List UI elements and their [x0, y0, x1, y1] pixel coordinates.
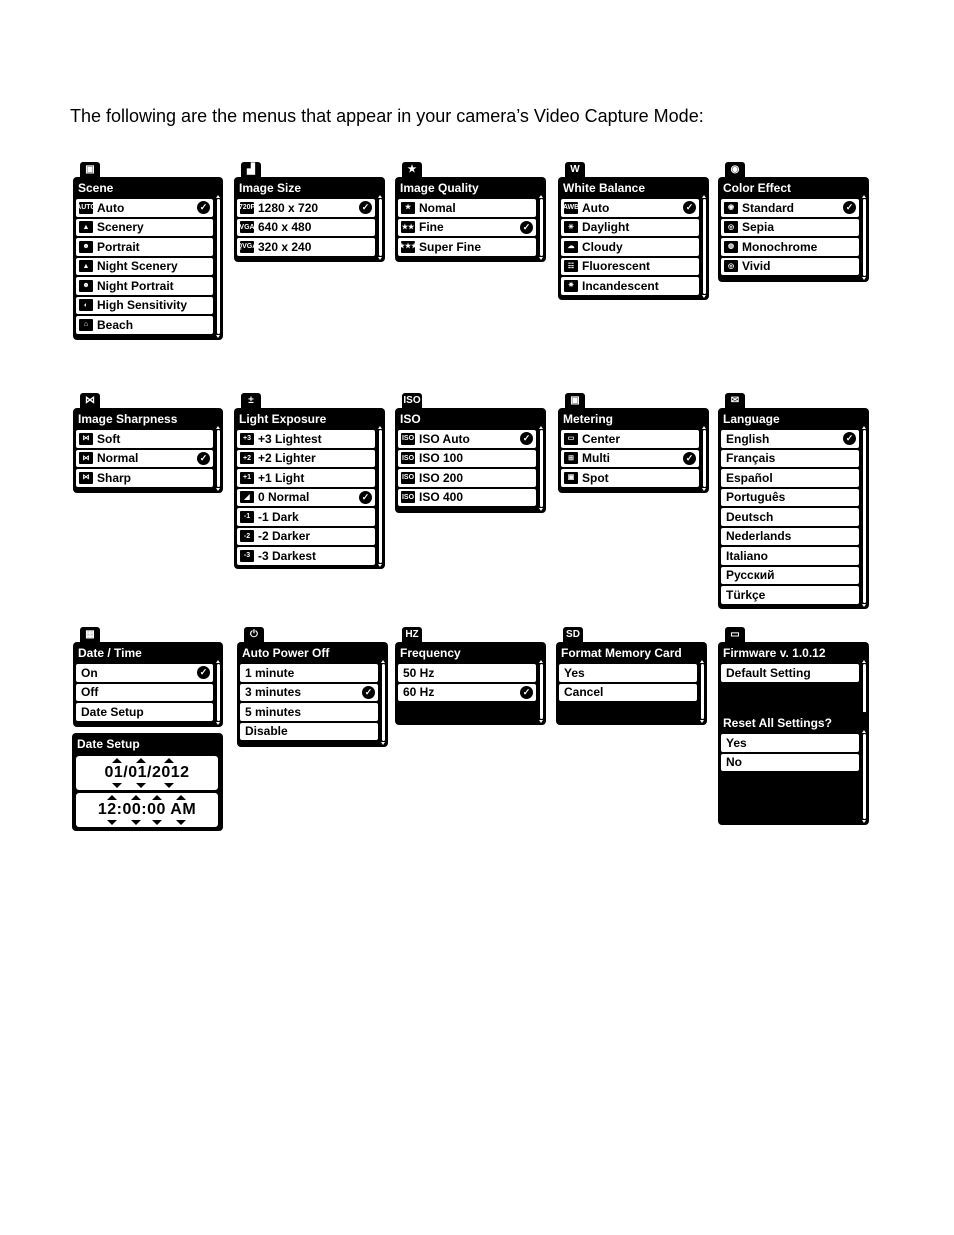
check-icon: ✓	[520, 221, 533, 234]
option-label: Yes	[726, 735, 747, 750]
menu-title: Format Memory Card	[561, 646, 682, 660]
menu-item[interactable]	[398, 450, 536, 468]
menu-item[interactable]	[76, 258, 213, 276]
option-label: 50 Hz	[403, 665, 435, 680]
menu-items	[76, 199, 213, 336]
menu-item[interactable]	[561, 258, 699, 276]
menu-color-effect	[718, 162, 869, 282]
menu-item[interactable]	[721, 258, 859, 276]
option-icon: ★	[401, 202, 415, 214]
menu-item[interactable]	[76, 297, 213, 315]
option-label: Nederlands	[726, 529, 792, 544]
light-exposure-tab-icon[interactable]: ±	[241, 393, 261, 409]
color-effect-tab-icon[interactable]: ◉	[725, 162, 745, 178]
option-label: Nomal	[419, 200, 456, 215]
option-label: Spot	[582, 470, 609, 485]
option-icon: ◍	[724, 241, 738, 253]
scrollbar[interactable]	[382, 664, 385, 741]
menu-items	[398, 664, 536, 703]
menu-item[interactable]	[398, 199, 536, 217]
option-icon: ⊞	[564, 452, 578, 464]
format-memory-card-tab-icon[interactable]: SD	[563, 627, 583, 643]
option-icon: ⋈	[79, 452, 93, 464]
up-arrow-icon[interactable]	[176, 795, 186, 800]
option-icon: ◎	[724, 260, 738, 272]
option-icon: ◐	[79, 299, 93, 311]
option-label: ISO 100	[419, 451, 464, 466]
option-label: Night Portrait	[97, 278, 174, 293]
menu-item[interactable]	[561, 277, 699, 295]
menu-items	[721, 430, 859, 606]
scrollbar[interactable]	[703, 199, 706, 294]
option-icon: AWB	[564, 202, 578, 214]
menu-item[interactable]	[721, 734, 859, 752]
image-size-tab-icon[interactable]: ▟	[241, 162, 261, 178]
menu-item[interactable]	[76, 199, 213, 217]
option-icon: ◢	[240, 491, 254, 503]
menu-image-quality	[395, 162, 546, 262]
option-label: English	[726, 431, 770, 446]
option-label: Monochrome	[742, 239, 818, 254]
menu-frame	[558, 408, 709, 493]
menu-item[interactable]	[240, 664, 378, 682]
menu-item[interactable]	[398, 238, 536, 256]
menu-item[interactable]	[398, 430, 536, 448]
option-label: Scenery	[97, 220, 144, 235]
menu-item[interactable]	[721, 586, 859, 604]
option-icon: ★★	[401, 221, 415, 233]
option-icon: ◉	[724, 202, 738, 214]
date-time-tab-icon[interactable]: ▦	[80, 627, 100, 643]
up-arrow-icon[interactable]	[164, 758, 174, 763]
option-label: Night Scenery	[97, 259, 178, 274]
option-label: Incandescent	[582, 278, 659, 293]
option-icon: QVGA	[240, 241, 254, 253]
check-icon: ✓	[359, 201, 372, 214]
menu-item[interactable]	[76, 219, 213, 237]
down-arrow-icon[interactable]	[176, 820, 186, 825]
menu-item[interactable]	[76, 316, 213, 334]
menu-item[interactable]	[721, 450, 859, 468]
menu-items	[559, 664, 697, 703]
menu-item[interactable]	[721, 489, 859, 507]
check-icon: ✓	[197, 666, 210, 679]
menu-frequency	[395, 627, 546, 725]
menu-items	[237, 430, 375, 567]
scrollbar[interactable]	[540, 430, 543, 507]
time-up-arrows[interactable]	[76, 795, 218, 801]
date-setup-title: Date Setup	[77, 737, 140, 751]
menu-items	[721, 199, 859, 277]
menu-frame	[73, 177, 223, 340]
option-label: Sharp	[97, 470, 132, 485]
option-label: Türkçe	[726, 587, 766, 602]
menu-frame	[718, 408, 869, 609]
scene-tab-icon[interactable]: ▣	[80, 162, 100, 178]
option-label: Sepia	[742, 220, 775, 235]
menu-title: ISO	[400, 412, 421, 426]
up-arrow-icon[interactable]	[136, 758, 146, 763]
check-icon: ✓	[520, 432, 533, 445]
menu-item[interactable]	[561, 430, 699, 448]
firmware-tab-icon[interactable]: ▭	[725, 627, 745, 643]
menu-image-sharpness	[73, 393, 223, 493]
option-label: Center	[582, 431, 621, 446]
down-arrow-icon[interactable]	[131, 820, 141, 825]
menu-item[interactable]	[721, 219, 859, 237]
menu-frame	[395, 408, 546, 513]
menu-item[interactable]	[721, 528, 859, 546]
down-arrow-icon[interactable]	[152, 820, 162, 825]
menu-item[interactable]	[561, 469, 699, 487]
menu-frame	[718, 642, 869, 721]
option-label: Cloudy	[582, 239, 623, 254]
up-arrow-icon[interactable]	[112, 758, 122, 763]
menu-title: Metering	[563, 412, 614, 426]
option-label: Multi	[582, 451, 610, 466]
option-icon: ☻	[79, 280, 93, 292]
menu-title: Color Effect	[723, 181, 792, 195]
option-icon: ◎	[724, 221, 738, 233]
menu-frame	[234, 408, 385, 569]
menu-item[interactable]	[721, 508, 859, 526]
option-label: 640 x 480	[258, 220, 312, 235]
option-label: +1 Light	[258, 470, 305, 485]
menu-title: Scene	[78, 181, 114, 195]
menu-title: Language	[723, 412, 780, 426]
menu-items	[721, 664, 859, 684]
option-label: ISO 400	[419, 490, 464, 505]
option-icon: VGA	[240, 221, 254, 233]
menu-date-time	[73, 627, 223, 727]
check-icon: ✓	[843, 201, 856, 214]
time-value: 12:00:00 AM	[97, 801, 197, 818]
scrollbar[interactable]	[540, 664, 543, 719]
check-icon: ✓	[359, 491, 372, 504]
menu-auto-power-off	[237, 627, 388, 747]
option-icon: ▲	[79, 260, 93, 272]
menu-item[interactable]	[721, 469, 859, 487]
menu-frame	[237, 642, 388, 747]
option-icon: ★★★	[401, 241, 415, 253]
check-icon: ✓	[197, 452, 210, 465]
menu-item[interactable]	[237, 508, 375, 526]
time-down-arrows[interactable]	[76, 819, 218, 825]
option-label: Portrait	[97, 239, 140, 254]
menu-item[interactable]	[721, 238, 859, 256]
option-label: Fine	[419, 220, 444, 235]
menu-scene	[73, 162, 223, 340]
menu-reset-all	[718, 712, 869, 825]
menu-item[interactable]	[76, 430, 213, 448]
down-arrow-icon[interactable]	[164, 783, 174, 788]
scrollbar[interactable]	[863, 199, 866, 276]
menu-iso	[395, 393, 546, 513]
option-icon: -1	[240, 511, 254, 523]
option-icon: ⌂	[79, 319, 93, 331]
menu-format-memory-card	[556, 627, 707, 725]
date-field[interactable]	[76, 756, 218, 790]
menu-items	[76, 664, 213, 723]
option-icon: ▭	[564, 433, 578, 445]
menu-title: Image Sharpness	[78, 412, 178, 426]
menu-item[interactable]	[240, 703, 378, 721]
menu-item[interactable]	[237, 450, 375, 468]
menu-items	[721, 734, 859, 773]
menu-item[interactable]	[398, 664, 536, 682]
option-label: On	[81, 665, 98, 680]
option-label: Vivid	[742, 259, 771, 274]
option-label: -3 Darkest	[258, 548, 317, 563]
down-arrow-icon[interactable]	[107, 820, 117, 825]
option-label: Auto	[582, 200, 610, 215]
menu-item[interactable]	[237, 489, 375, 507]
check-icon: ✓	[362, 686, 375, 699]
auto-power-off-tab-icon[interactable]: ⏻	[244, 627, 264, 643]
menu-title: White Balance	[563, 181, 646, 195]
check-icon: ✓	[520, 686, 533, 699]
scrollbar[interactable]	[863, 664, 866, 715]
date-up-arrows[interactable]	[76, 758, 218, 764]
option-label: +3 Lightest	[258, 431, 322, 446]
option-label: ISO Auto	[419, 431, 470, 446]
menu-item[interactable]	[76, 469, 213, 487]
menu-item[interactable]	[561, 199, 699, 217]
menu-item[interactable]	[76, 664, 213, 682]
menu-item[interactable]	[237, 238, 375, 256]
menu-frame	[73, 642, 223, 727]
option-label: Off	[81, 685, 99, 700]
menu-item[interactable]	[398, 469, 536, 487]
menu-item[interactable]	[561, 238, 699, 256]
option-icon: ☻	[79, 241, 93, 253]
option-label: Auto	[97, 200, 125, 215]
menu-frame	[718, 712, 869, 825]
option-icon: +1	[240, 472, 254, 484]
option-label: Cancel	[564, 685, 604, 700]
menu-frame	[395, 642, 546, 725]
menu-light-exposure	[234, 393, 385, 569]
menu-frame	[73, 408, 223, 493]
menu-item[interactable]	[76, 450, 213, 468]
menu-frame	[234, 177, 385, 262]
option-label: Русский	[726, 568, 775, 583]
option-label: -1 Dark	[258, 509, 299, 524]
option-icon: +2	[240, 452, 254, 464]
image-sharpness-tab-icon[interactable]: ⋈	[80, 393, 100, 409]
menu-items	[561, 430, 699, 489]
option-label: Fluorescent	[582, 259, 651, 274]
menu-title: Light Exposure	[239, 412, 327, 426]
option-icon: 720P	[240, 202, 254, 214]
scrollbar[interactable]	[217, 430, 220, 487]
menu-title: Date / Time	[78, 646, 142, 660]
option-icon: ☀	[564, 221, 578, 233]
menu-frame	[558, 177, 709, 300]
menu-item[interactable]	[721, 664, 859, 682]
option-icon: ☷	[564, 260, 578, 272]
intro-text: The following are the menus that appear in your camera’s Video Capture Mode:	[70, 106, 704, 126]
scrollbar[interactable]	[863, 734, 866, 819]
menu-item[interactable]	[561, 450, 699, 468]
option-label: Português	[726, 490, 786, 505]
menu-item[interactable]	[237, 547, 375, 565]
menu-title: Reset All Settings?	[723, 716, 832, 730]
option-icon: ▲	[79, 221, 93, 233]
scrollbar[interactable]	[540, 199, 543, 256]
option-label: Normal	[97, 451, 139, 466]
menu-item[interactable]	[237, 528, 375, 546]
scrollbar[interactable]	[379, 430, 382, 563]
iso-tab-icon[interactable]: ISO	[402, 393, 422, 409]
option-label: 1 minute	[245, 665, 295, 680]
up-arrow-icon[interactable]	[152, 795, 162, 800]
language-tab-icon[interactable]: ✉	[725, 393, 745, 409]
option-label: 1280 x 720	[258, 200, 319, 215]
option-icon: -2	[240, 530, 254, 542]
menu-title: Firmware v. 1.0.12	[723, 646, 826, 660]
date-value: 01/01/2012	[104, 764, 190, 781]
menu-item[interactable]	[76, 238, 213, 256]
menu-title: Image Size	[239, 181, 302, 195]
scrollbar[interactable]	[863, 430, 866, 603]
option-label: Deutsch	[726, 509, 774, 524]
menu-item[interactable]	[240, 723, 378, 741]
menu-item[interactable]	[398, 219, 536, 237]
menu-title: Auto Power Off	[242, 646, 330, 660]
option-label: Yes	[564, 665, 585, 680]
menu-item[interactable]	[559, 684, 697, 702]
image-quality-tab-icon[interactable]: ★	[402, 162, 422, 178]
option-icon: ISO	[401, 472, 415, 484]
menu-items	[561, 199, 699, 297]
option-label: ISO 200	[419, 470, 464, 485]
option-label: Beach	[97, 317, 134, 332]
option-label: No	[726, 755, 742, 770]
option-label: 320 x 240	[258, 239, 312, 254]
menu-items	[398, 430, 536, 508]
check-icon: ✓	[683, 201, 696, 214]
option-label: Italiano	[726, 548, 769, 563]
scrollbar[interactable]	[703, 430, 706, 487]
up-arrow-icon[interactable]	[131, 795, 141, 800]
metering-tab-icon[interactable]: ▣	[565, 393, 585, 409]
menu-item[interactable]	[398, 684, 536, 702]
down-arrow-icon[interactable]	[112, 783, 122, 788]
scrollbar[interactable]	[701, 664, 704, 719]
menu-frame	[556, 642, 707, 725]
option-label: Français	[726, 451, 776, 466]
menu-firmware	[718, 627, 869, 721]
option-icon: ☁	[564, 241, 578, 253]
scrollbar[interactable]	[379, 199, 382, 256]
check-icon: ✓	[843, 432, 856, 445]
menu-item[interactable]	[237, 430, 375, 448]
option-label: 60 Hz	[403, 685, 435, 700]
option-label: -2 Darker	[258, 529, 311, 544]
menu-item[interactable]	[237, 199, 375, 217]
option-label: High Sensitivity	[97, 298, 188, 313]
menu-metering	[558, 393, 709, 493]
menu-white-balance	[558, 162, 709, 300]
check-icon: ✓	[683, 452, 696, 465]
option-label: Standard	[742, 200, 795, 215]
menu-item[interactable]	[76, 277, 213, 295]
up-arrow-icon[interactable]	[107, 795, 117, 800]
menu-language	[718, 393, 869, 609]
menu-item[interactable]	[721, 430, 859, 448]
date-down-arrows[interactable]	[76, 782, 218, 788]
option-label: Disable	[245, 724, 288, 739]
menu-item[interactable]	[561, 219, 699, 237]
menu-items	[398, 199, 536, 258]
down-arrow-icon[interactable]	[136, 783, 146, 788]
menu-item[interactable]	[721, 547, 859, 565]
time-field[interactable]	[76, 793, 218, 827]
option-label: Daylight	[582, 220, 630, 235]
option-label: Default Setting	[726, 665, 811, 680]
check-icon: ✓	[197, 201, 210, 214]
frequency-tab-icon[interactable]: HZ	[402, 627, 422, 643]
option-label: Super Fine	[419, 239, 482, 254]
menu-items	[237, 199, 375, 258]
menu-item[interactable]	[237, 219, 375, 237]
option-icon: AUTO	[79, 202, 93, 214]
option-label: 0 Normal	[258, 490, 310, 505]
option-icon: +3	[240, 433, 254, 445]
menu-item[interactable]	[721, 754, 859, 772]
option-label: Soft	[97, 431, 121, 446]
menu-item[interactable]	[559, 664, 697, 682]
option-icon: ⋈	[79, 433, 93, 445]
scrollbar[interactable]	[217, 664, 220, 721]
option-label: +2 Lighter	[258, 451, 316, 466]
white-balance-tab-icon[interactable]: W	[565, 162, 585, 178]
option-label: 3 minutes	[245, 685, 302, 700]
menu-item[interactable]	[398, 489, 536, 507]
option-icon: ISO	[401, 433, 415, 445]
menu-item[interactable]	[76, 684, 213, 702]
menu-item[interactable]	[237, 469, 375, 487]
menu-date-setup	[72, 718, 223, 831]
menu-frame	[395, 177, 546, 262]
option-icon: ISO	[401, 452, 415, 464]
menu-title: Image Quality	[400, 181, 479, 195]
menu-item[interactable]	[240, 684, 378, 702]
option-icon: ⋈	[79, 472, 93, 484]
menu-title: Frequency	[400, 646, 461, 660]
menu-item[interactable]	[721, 199, 859, 217]
option-icon: ✷	[564, 280, 578, 292]
menu-items	[240, 664, 378, 742]
menu-items	[76, 430, 213, 489]
menu-item[interactable]	[721, 567, 859, 585]
menu-frame	[718, 177, 869, 282]
option-label: Date Setup	[81, 704, 144, 719]
option-icon: -3	[240, 550, 254, 562]
option-label: 5 minutes	[245, 704, 302, 719]
date-setup-frame	[72, 733, 223, 831]
menu-image-size	[234, 162, 385, 262]
scrollbar[interactable]	[217, 199, 220, 334]
option-label: Español	[726, 470, 773, 485]
option-icon: ▣	[564, 472, 578, 484]
option-icon: ISO	[401, 491, 415, 503]
